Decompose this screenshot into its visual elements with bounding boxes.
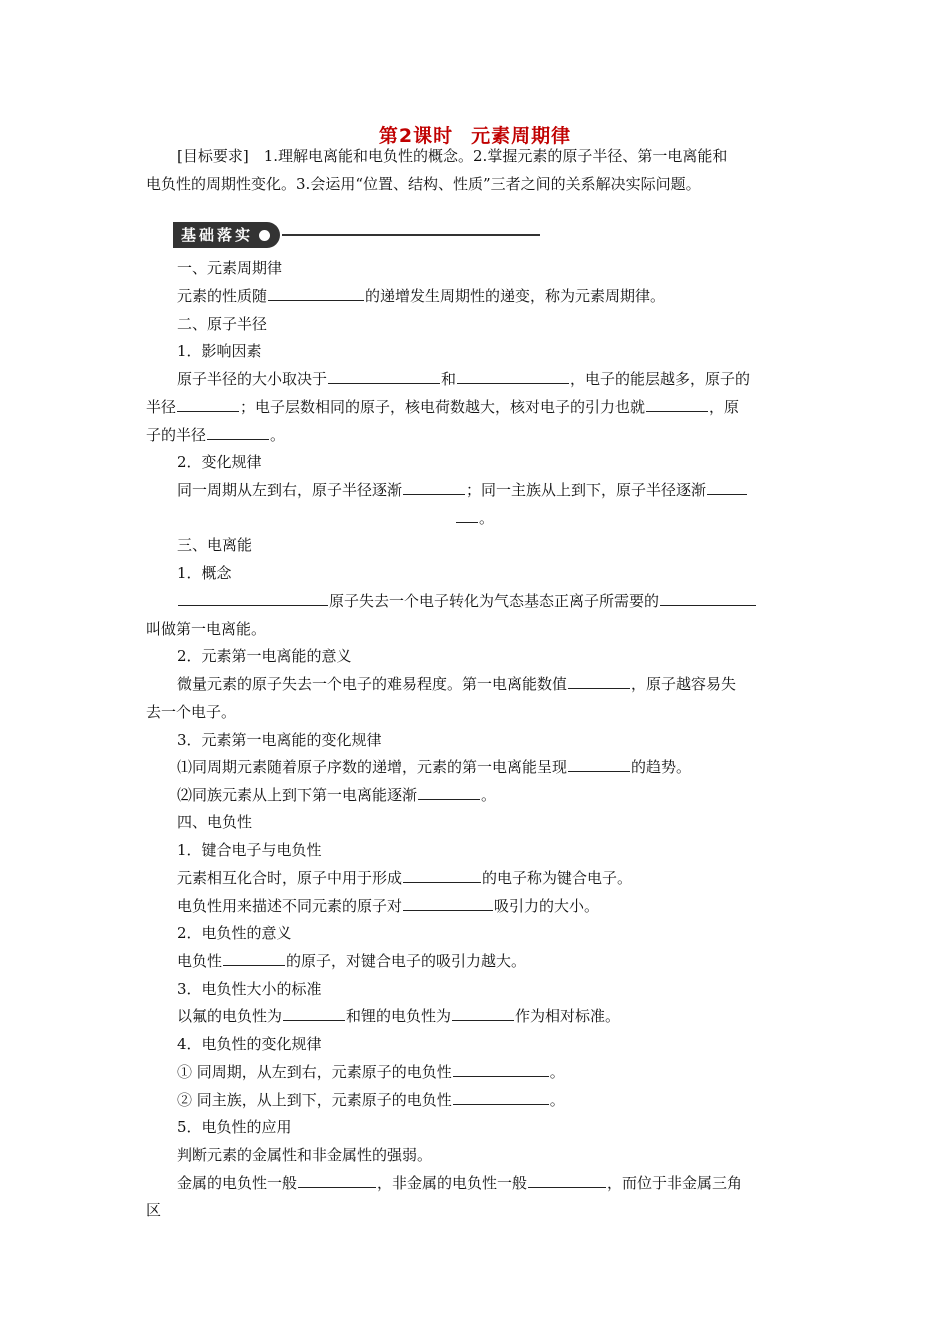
subheading: 4．电负性的变化规律 (177, 1035, 322, 1053)
text-line: 元素的性质随 的递增发生周期性的递变，称为元素周期律。 (177, 287, 666, 305)
text-line: 原子失去一个电子转化为气态基态正离子所需要的 (177, 591, 757, 611)
text-line: 原子半径的大小取决于 和 ，电子的能层越多，原子的 (177, 370, 751, 388)
section-banner (173, 222, 540, 248)
text-line: ① 同周期，从左到右，元素原子的电负性 。 (177, 1063, 565, 1081)
answer-blank[interactable] (457, 369, 569, 384)
text-line: 电负性 的原子，对键合电子的吸引力越大。 (177, 952, 527, 970)
text-line: 去一个电子。 (146, 703, 237, 721)
subheading: 1．概念 (177, 564, 232, 582)
answer-blank[interactable] (660, 591, 756, 606)
text-line: 区 (146, 1201, 162, 1219)
text-line: 以氟的电负性为 和锂的电负性为 作为相对标准。 (177, 1007, 621, 1025)
answer-blank[interactable] (646, 397, 708, 412)
answer-blank[interactable] (283, 1006, 345, 1021)
text-line: 半径 ；电子层数相同的原子，核电荷数越大，核对电子的引力也就 ，原 (146, 398, 740, 416)
text-line: 电负性用来描述不同元素的原子对 吸引力的大小。 (177, 897, 600, 915)
page-title (0, 121, 950, 148)
answer-blank[interactable] (298, 1173, 376, 1188)
answer-blank[interactable] (223, 951, 285, 966)
subheading: 2．变化规律 (177, 453, 262, 471)
subheading: 1．键合电子与电负性 (177, 841, 322, 859)
text-line: ⑴同周期元素随着原子序数的递增，元素的第一电离能呈现 的趋势。 (177, 758, 692, 776)
text-line: 金属的电负性一般 ，非金属的电负性一般 ，而位于非金属三角 (177, 1174, 743, 1192)
answer-blank[interactable] (568, 674, 630, 689)
text-line: 叫做第一电离能。 (146, 620, 267, 638)
text-line: ⑵同族元素从上到下第一电离能逐渐 。 (177, 786, 497, 804)
lesson-topic: 元素周期律 (471, 125, 572, 147)
text-line: 微量元素的原子失去一个电子的难易程度。第一电离能数值 ，原子越容易失 (177, 675, 737, 693)
text-line: ② 同主族，从上到下，元素原子的电负性 。 (177, 1091, 565, 1109)
answer-blank[interactable] (403, 896, 493, 911)
text-line: 元素相互化合时，原子中用于形成 的电子称为键合电子。 (177, 869, 633, 887)
section-heading: 三、电离能 (177, 536, 253, 554)
section-heading: 二、原子半径 (177, 315, 268, 333)
banner-divider (282, 234, 540, 236)
lesson-number: 第2课时 (378, 125, 454, 147)
answer-blank[interactable] (328, 369, 440, 384)
section-heading: 四、电负性 (177, 813, 253, 831)
answer-blank[interactable] (528, 1173, 606, 1188)
answer-blank[interactable] (207, 425, 269, 440)
answer-blank[interactable] (177, 397, 239, 412)
text-line: 。 (455, 508, 494, 528)
subheading: 2．电负性的意义 (177, 924, 292, 942)
text-line: 同一周期从左到右，原子半径逐渐 ；同一主族从上到下，原子半径逐渐 (177, 480, 748, 500)
objectives-line-2: 电负性的周期性变化。3.会运用“位置、结构、性质”三者之间的关系解决实际问题。 (146, 175, 701, 193)
section-heading: 一、元素周期律 (177, 259, 283, 277)
answer-blank[interactable] (453, 1090, 549, 1105)
text-line: 判断元素的金属性和非金属性的强弱。 (177, 1146, 433, 1164)
answer-blank[interactable] (568, 757, 630, 772)
subheading: 3．电负性大小的标准 (177, 980, 322, 998)
subheading: 3．元素第一电离能的变化规律 (177, 731, 382, 749)
answer-blank[interactable] (403, 480, 465, 495)
answer-blank[interactable] (418, 785, 480, 800)
subheading: 2．元素第一电离能的意义 (177, 647, 352, 665)
subheading: 1．影响因素 (177, 342, 262, 360)
answer-blank[interactable] (403, 868, 481, 883)
text-line: 子的半径 。 (146, 426, 286, 444)
banner-label: 基础落实 (173, 222, 280, 248)
subheading: 5．电负性的应用 (177, 1118, 292, 1136)
answer-blank[interactable] (707, 480, 747, 495)
answer-blank[interactable] (268, 286, 364, 301)
banner-dot-icon (259, 230, 270, 241)
answer-blank[interactable] (178, 591, 328, 606)
answer-blank[interactable] (456, 508, 478, 523)
objectives-line-1: [目标要求] 1.理解电离能和电负性的概念。2.掌握元素的原子半径、第一电离能和 (177, 147, 728, 165)
answer-blank[interactable] (452, 1006, 514, 1021)
answer-blank[interactable] (453, 1062, 549, 1077)
